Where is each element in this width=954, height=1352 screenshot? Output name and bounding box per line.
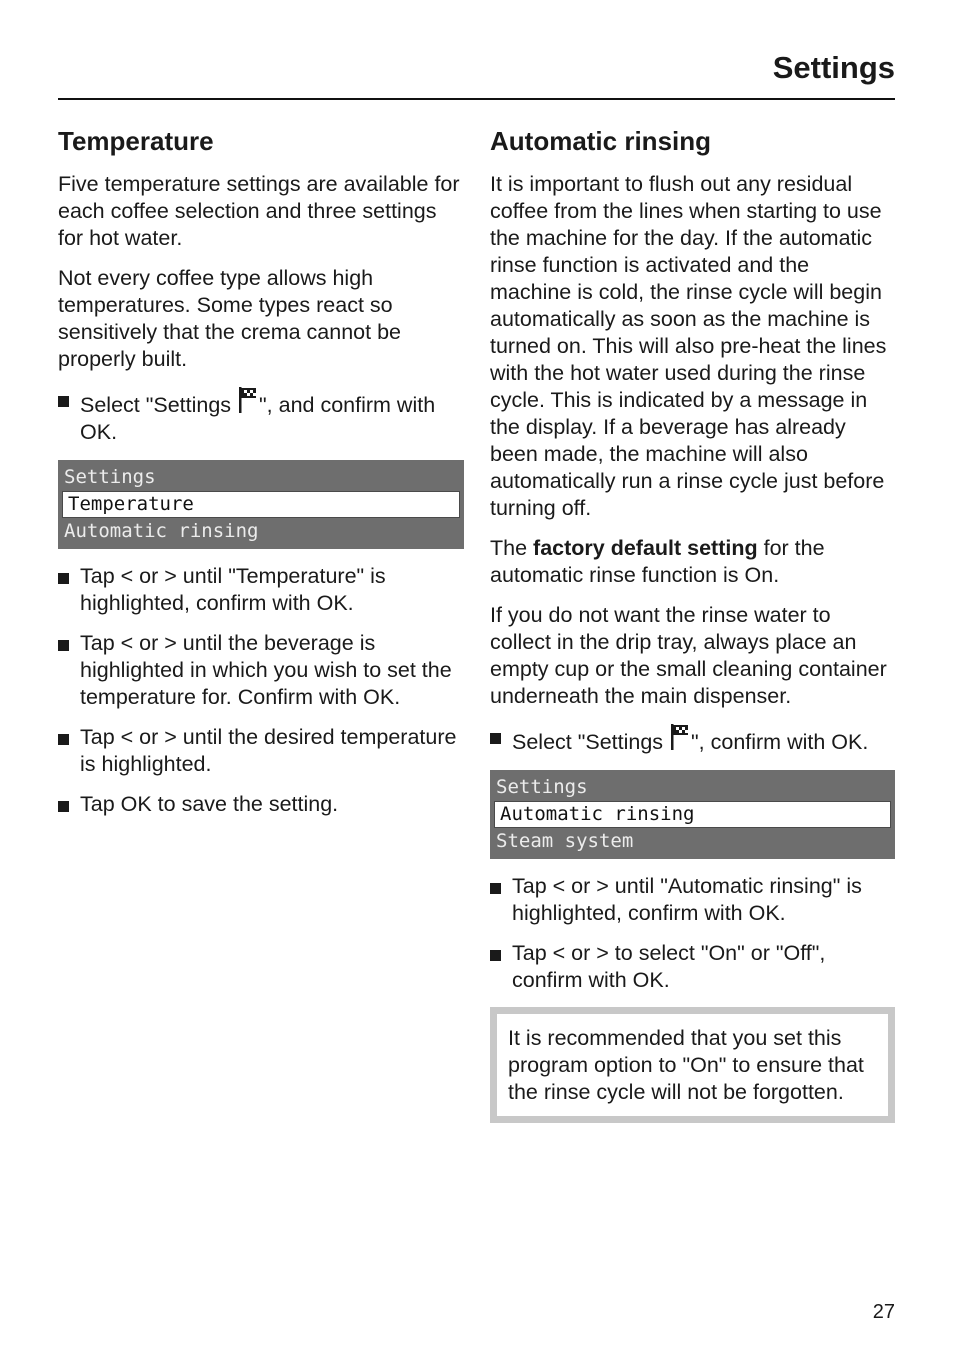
display-title: Settings (64, 466, 156, 488)
list-item: Tap < or > until the desired temperature is highlighted. (58, 724, 464, 778)
rinsing-default: The factory default setting for the automatic rinse function is On. (490, 536, 825, 587)
bullet-square-icon (58, 640, 69, 651)
list-item: Tap OK to save the setting. (58, 791, 464, 818)
display-selected-item: Automatic rinsing (494, 801, 891, 828)
list-item: Tap < or > until the beverage is highlighted in which you wish to set the temperature for. Confirm with OK. (58, 630, 464, 711)
bullet-square-icon (58, 573, 69, 584)
list-item: Tap < or > until "Automatic rinsing" is highlighted, confirm with OK. (490, 873, 895, 927)
temperature-intro: Five temperature settings are available for each coffee selection and three settings for hot water. (58, 172, 460, 250)
note-box (490, 1007, 895, 1123)
display-screen (58, 460, 464, 549)
header-rule (58, 98, 895, 100)
list-item: Tap < or > until "Temperature" is highlighted, confirm with OK. (58, 563, 464, 617)
temperature-section (58, 124, 464, 831)
list-item: Select "Settings ", and confirm with OK. (58, 386, 464, 446)
settings-flag-icon (237, 386, 259, 414)
bullet-square-icon (58, 396, 69, 407)
bullet-square-icon (490, 950, 501, 961)
display-next-item: Steam system (496, 830, 634, 852)
bullet-square-icon (58, 801, 69, 812)
temperature-note: Not every coffee type allows high temperatures. Some types react so sensitively that the crema cannot be properly built. (58, 266, 401, 371)
display-next-item: Automatic rinsing (64, 520, 259, 542)
automatic-rinsing-heading: Automatic rinsing (490, 126, 712, 156)
settings-flag-icon (669, 723, 691, 751)
list-item: Select "Settings ", confirm with OK. (490, 723, 895, 756)
temperature-heading: Temperature (58, 126, 214, 156)
list-item: Tap < or > to select "On" or "Off", confirm with OK. (490, 940, 895, 994)
rinsing-intro: It is important to flush out any residual coffee from the lines when starting to use the machine for the day. If the automatic rinse function is activated and the machine is cold, the rinse cycle will begin automatically as soon as the machine is turned on. This will also pre-heat the lines with the hot water used during the rinse cycle. This is indicated by a message in the display. If a beverage has already been made, the machine will also automatically run a rinse cycle just before turning off. (490, 172, 887, 520)
bullet-square-icon (490, 733, 501, 744)
page-number: 27 (872, 1301, 895, 1323)
display-screen (490, 770, 895, 859)
automatic-rinsing-section (490, 124, 895, 1123)
bullet-square-icon (58, 734, 69, 745)
page-title: Settings (772, 50, 895, 85)
note-text: It is recommended that you set this program option to "On" to ensure that the rinse cycle will not be forgotten. (497, 1014, 888, 1116)
bullet-square-icon (490, 883, 501, 894)
display-title: Settings (496, 776, 588, 798)
display-selected-item: Temperature (62, 491, 460, 518)
rinsing-drip-tray-note: If you do not want the rinse water to collect in the drip tray, always place an empty cup or the small cleaning container underneath the main dispenser. (490, 603, 887, 708)
